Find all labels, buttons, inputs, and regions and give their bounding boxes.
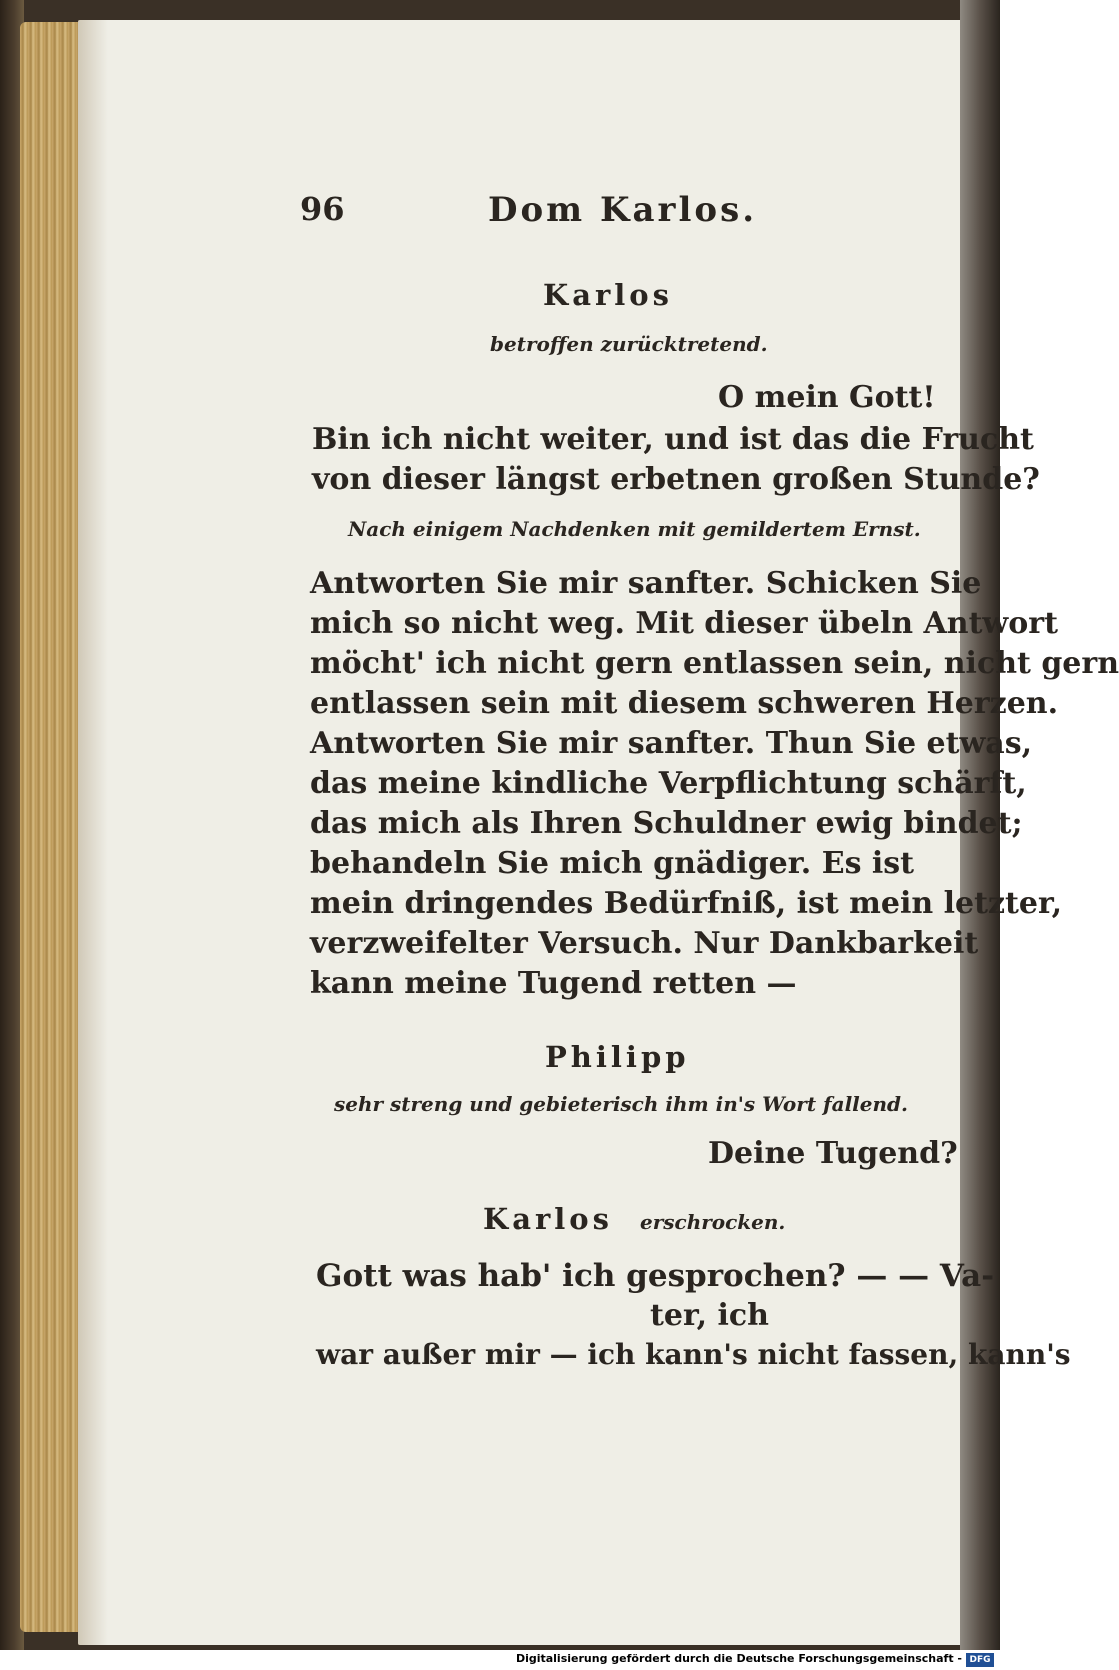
page-number: 96 <box>300 190 345 228</box>
verse-line: Bin ich nicht weiter, und ist das die Frucht <box>312 422 1034 457</box>
verse-line: das meine kindliche Verpflichtung schärft, <box>310 766 1027 801</box>
dfg-logo: DFG <box>966 1653 994 1667</box>
running-title: Dom Karlos. <box>488 190 758 230</box>
footer-bar <box>0 1650 1000 1670</box>
verse-line: Gott was hab' ich gesprochen? — — Va- <box>316 1258 995 1294</box>
funding-credit: Digitalisierung gefördert durch die Deutsche Forschungsgemeinschaft - <box>515 1652 962 1665</box>
verse-line: behandeln Sie mich gnädiger. Es ist <box>310 846 915 881</box>
verse-line: mein dringendes Bedürfniß, ist mein letzter, <box>310 886 1063 921</box>
stage-direction: betroffen zurücktretend. <box>490 332 768 356</box>
verse-line: das mich als Ihren Schuldner ewig bindet; <box>310 806 1023 841</box>
verse-line: Antworten Sie mir sanfter. Thun Sie etwas, <box>310 726 1033 761</box>
stage-direction: erschrocken. <box>640 1210 786 1234</box>
stage-direction: Nach einigem Nachdenken mit gemildertem Ernst. <box>348 517 921 541</box>
speaker-karlos: Karlos <box>543 278 673 312</box>
verse-line: von dieser längst erbetnen großen Stunde? <box>312 462 1040 497</box>
verse-line: möcht' ich nicht gern entlassen sein, nicht gern <box>310 646 1119 681</box>
speaker-karlos: Karlos <box>483 1202 613 1236</box>
speaker-philipp: Philipp <box>545 1040 690 1074</box>
verse-line: mich so nicht weg. Mit dieser übeln Antwort <box>310 606 1058 641</box>
verse-line: ter, ich <box>650 1298 769 1333</box>
verse-line: war außer mir — ich kann's nicht fassen, kann's <box>316 1338 1071 1371</box>
verse-line: O mein Gott! <box>718 380 936 415</box>
verse-line: kann meine Tugend retten — <box>310 966 797 1001</box>
gutter-shadow <box>78 20 108 1645</box>
verse-line: entlassen sein mit diesem schweren Herzen. <box>310 686 1059 721</box>
verse-line: verzweifelter Versuch. Nur Dankbarkeit <box>310 926 979 961</box>
verse-line: Deine Tugend? <box>708 1136 958 1171</box>
stage-direction: sehr streng und gebieterisch ihm in's Wort fallend. <box>334 1092 908 1116</box>
page-edges <box>20 22 82 1632</box>
verse-line: Antworten Sie mir sanfter. Schicken Sie <box>310 566 982 601</box>
